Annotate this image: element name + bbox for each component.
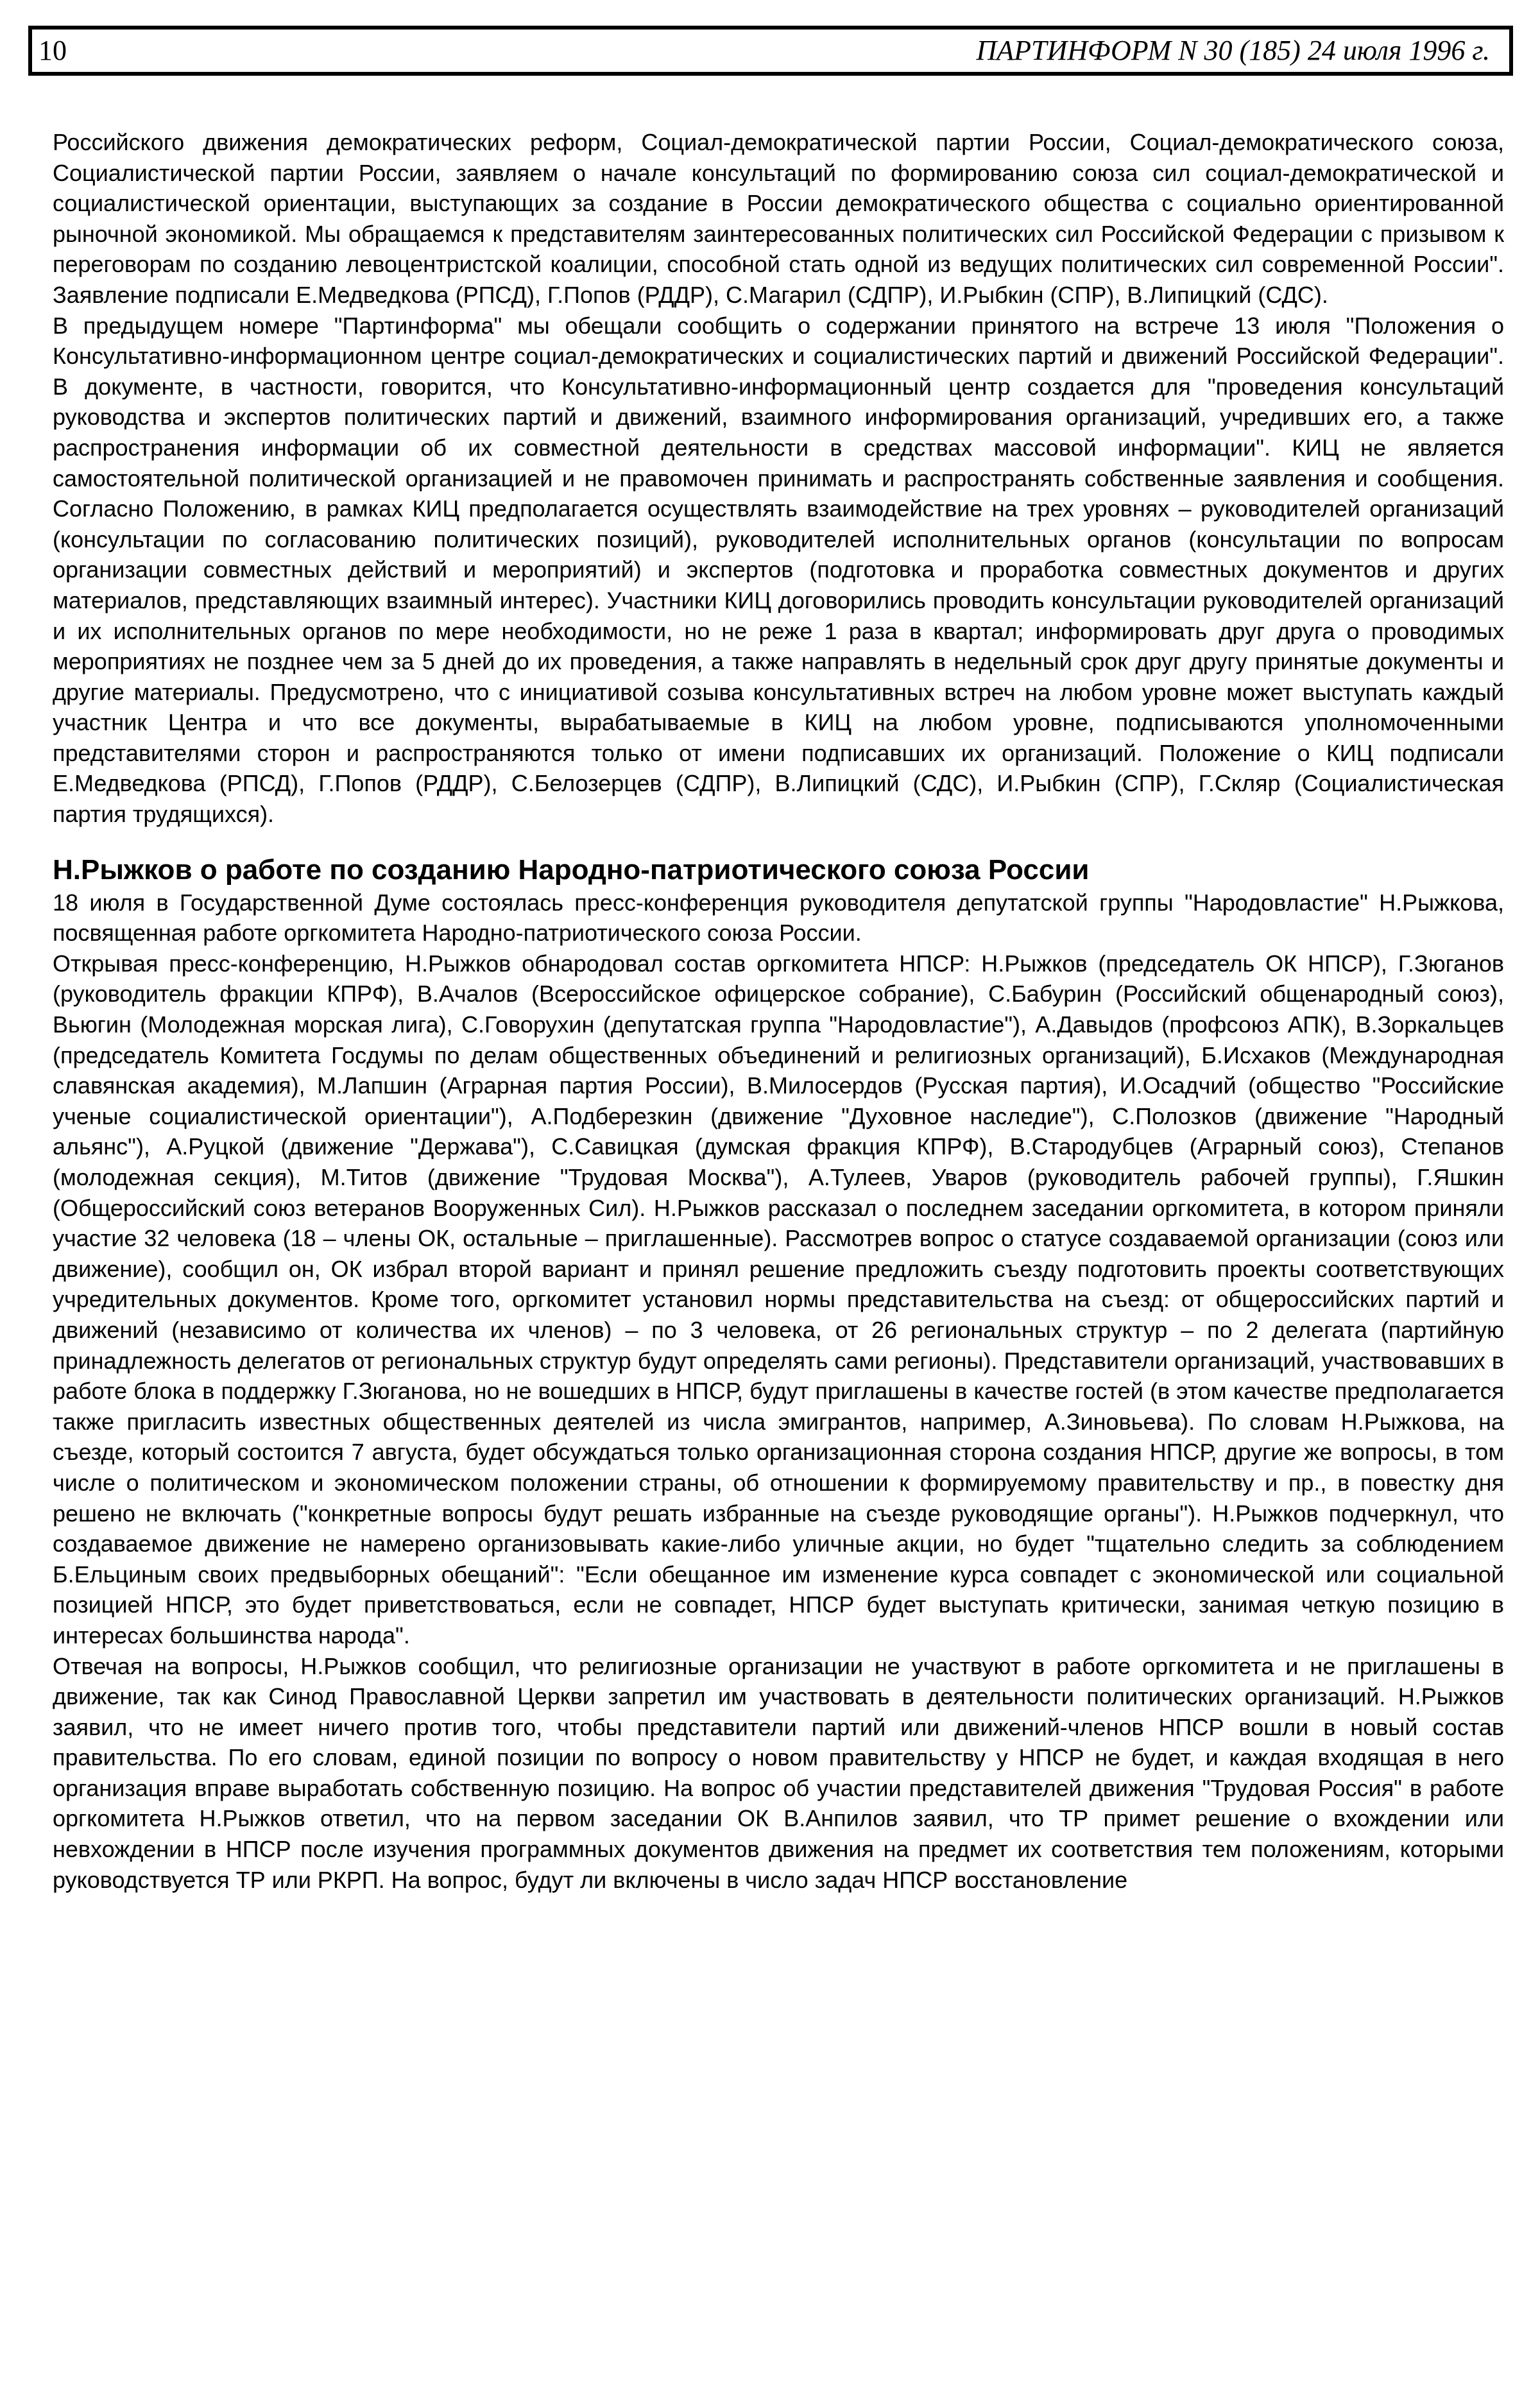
- paragraph: Российского движения демократических реформ, Социал-демократической партии России, Социал-демократического союза, Социалистической партии России, заявляем о начале консультаций по формированию союза сил социал-демократической и социалистической ориентации, выступающих за создание в России демократического общества с социально ориентированной рыночной экономикой. Мы обращаемся к представителям заинтересованных политических сил Российской Федерации с призывом к переговорам по созданию левоцентристской коалиции, способной стать одной из ведущих политических сил современной России". Заявление подписали Е.Медведкова (РПСД), Г.Попов (РДДР), С.Магарил (СДПР), И.Рыбкин (СПР), В.Липицкий (СДС).: [53, 129, 1504, 308]
- paragraph: Открывая пресс-конференцию, Н.Рыжков обнародовал состав оргкомитета НПСР: Н.Рыжков (председатель ОК НПСР), Г.Зюганов (руководитель фракции КПРФ), В.Ачалов (Всероссийское офицерское собрание), С.Бабурин (Российский общенародный союз), Вьюгин (Молодежная морская лига), С.Говорухин (депутатская группа "Народовластие"), А.Давыдов (профсоюз АПК), В.Зоркальцев (председатель Комитета Госдумы по делам общественных объединений и религиозных организаций), Б.Исхаков (Международная славянская академия), М.Лапшин (Аграрная партия России), В.Милосердов (Русская партия), И.Осадчий (общество "Российские ученые социалистической ориентации"), А.Подберезкин (движение "Духовное наследие"), С.Полозков (движение "Народный альянс"), А.Руцкой (движение "Держава"), С.Савицкая (думская фракция КПРФ), В.Стародубцев (Аграрный союз), Степанов (молодежная секция), М.Титов (движение "Трудовая Москва"), А.Тулеев, Уваров (руководитель рабочей группы), Г.Яшкин (Общероссийский союз ветеранов Вооруженных Сил). Н.Рыжков рассказал о последнем заседании оргкомитета, в котором приняли участие 32 человека (18 – члены ОК, остальные – приглашенные). Рассмотрев вопрос о статусе создаваемой организации (союз или движение), сообщил он, ОК избрал второй вариант и принял решение предложить съезду подготовить проекты соответствующих учредительных документов. Кроме того, оргкомитет установил нормы представительства на съезд: от общероссийских партий и движений (независимо от количества их членов) – по 3 человека, от 26 региональных структур – по 2 делегата (партийную принадлежность делегатов от региональных структур будут определять сами регионы). Представители организаций, участвовавших в работе блока в поддержку Г.Зюганова, но не вошедших в НПСР, будут приглашены в качестве гостей (в этом качестве предполагается также пригласить известных общественных деятелей из числа эмигрантов, например, А.Зиновьева). По словам Н.Рыжкова, на съезде, который состоится 7 августа, будет обсуждаться только организационная сторона создания НПСР, другие же вопросы, в том числе о политическом и экономическом положении страны, об отношении к формируемому правительству и пр., в повестку дня решено не включать ("конкретные вопросы будут решать избранные на съезде руководящие органы"). Н.Рыжков подчеркнул, что создаваемое движение не намерено организовывать какие-либо уличные акции, но будет "тщательно следить за соблюдением Б.Ельциным своих предвыборных обещаний": "Если обещанное им изменение курса совпадет с экономической или социальной позицией НПСР, это будет приветствоваться, если не совпадет, НПСР будет выступать критически, занимая четкую позицию в интересах большинства народа".: [53, 950, 1504, 1649]
- page-content: [53, 127, 1504, 1895]
- article-title: Н.Рыжков о работе по созданию Народно-патриотического союза России: [53, 853, 1090, 886]
- page-header: [28, 26, 1513, 76]
- paragraph: 18 июля в Государственной Думе состоялась пресс-конференция руководителя депутатской группы "Народовластие" Н.Рыжкова, посвященная работе оргкомитета Народно-патриотического союза России.: [53, 889, 1504, 947]
- page-number: 10: [38, 35, 67, 66]
- paragraph: Отвечая на вопросы, Н.Рыжков сообщил, что религиозные организации не участвуют в работе оргкомитета и не приглашены в движение, так как Синод Православной Церкви запретил им участвовать в деятельности политических организаций. Н.Рыжков заявил, что не имеет ничего против того, чтобы представители партий или движений-членов НПСР вошли в новый состав правительства. По его словам, единой позиции по вопросу о новом правительству у НПСР не будет, и каждая входящая в него организация вправе выработать собственную позицию. На вопрос об участии представителей движения "Трудовая Россия" в работе оргкомитета Н.Рыжков ответил, что на первом заседании ОК В.Анпилов заявил, что ТР примет решение о вхождении или невхождении в НПСР после изучения программных документов движения на предмет их соответствия тем положениям, которыми руководствуется ТР или РКРП. На вопрос, будут ли включены в число задач НПСР восстановление: [53, 1652, 1504, 1893]
- issue-info: ПАРТИНФОРМ N 30 (185) 24 июля 1996 г.: [976, 35, 1490, 66]
- paragraph: В предыдущем номере "Партинформа" мы обещали сообщить о содержании принятого на встрече 13 июля "Положения о Консультативно-информационном центре социал-демократических и социалистических партий и движений Российской Федерации". В документе, в частности, говорится, что Консультативно-информационный центр создается для "проведения консультаций руководства и экспертов политических партий и движений, взаимного информирования организаций, учредивших его, а также распространения информации об их совместной деятельности в средствах массовой информации". КИЦ не является самостоятельной политической организацией и не правомочен принимать и распространять собственные заявления и сообщения. Согласно Положению, в рамках КИЦ предполагается осуществлять взаимодействие на трех уровнях – руководителей организаций (консультации по согласованию политических позиций), руководителей исполнительных органов (консультации по вопросам организации совместных действий и мероприятий) и экспертов (подготовка и проработка совместных документов и других материалов, представляющих взаимный интерес). Участники КИЦ договорились проводить консультации руководителей организаций и их исполнительных органов по мере необходимости, но не реже 1 раза в квартал; информировать друг друга о проводимых мероприятиях не позднее чем за 5 дней до их проведения, а также направлять в недельный срок друг другу принятые документы и другие материалы. Предусмотрено, что с инициативой созыва консультативных встреч на любом уровне может выступать каждый участник Центра и что все документы, вырабатываемые в КИЦ на любом уровне, подписываются уполномоченными представителями сторон и распространяются только от имени подписавших их организаций. Положение о КИЦ подписали Е.Медведкова (РПСД), Г.Попов (РДДР), С.Белозерцев (СДПР), В.Липицкий (СДС), И.Рыбкин (СПР), Г.Скляр (Социалистическая партия трудящихся).: [53, 312, 1504, 828]
